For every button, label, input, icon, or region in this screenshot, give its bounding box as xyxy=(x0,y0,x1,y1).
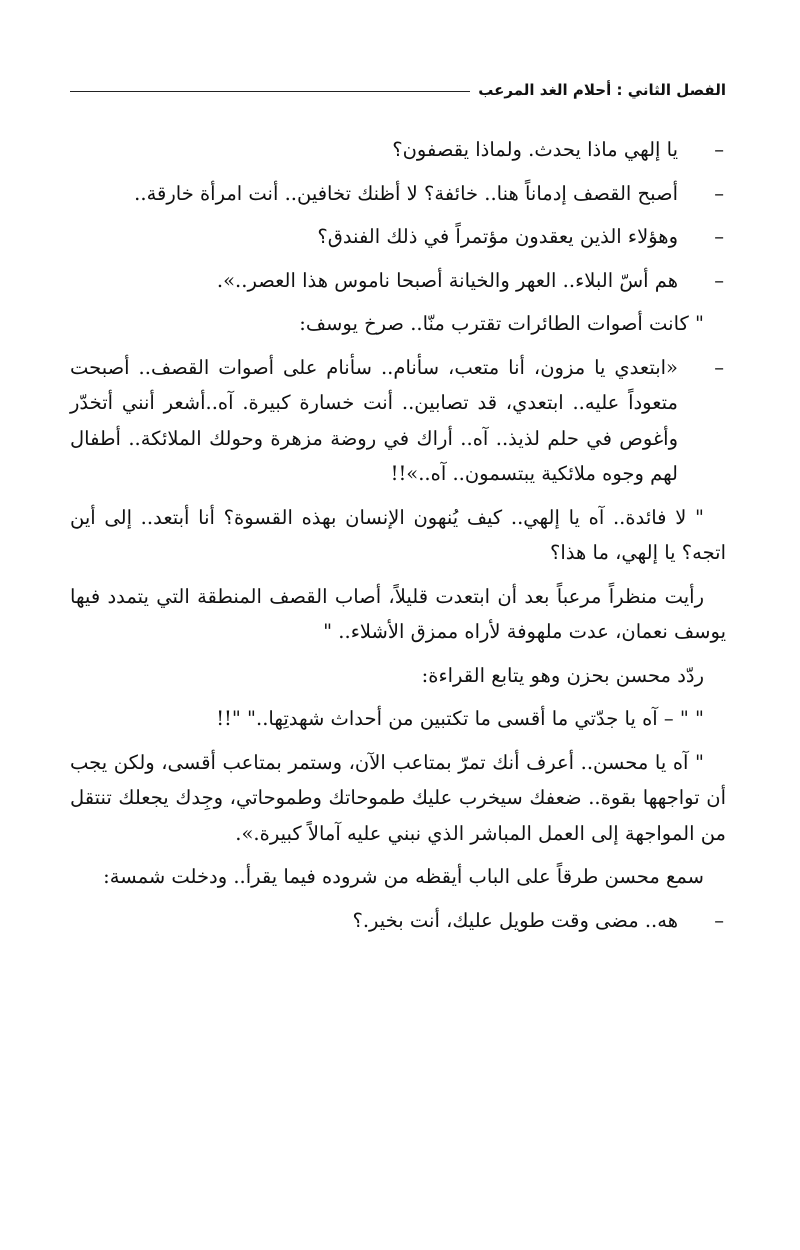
dash-mark: – xyxy=(714,268,724,292)
dialogue-line xyxy=(70,263,726,299)
dialogue-line xyxy=(70,219,726,255)
paragraph: " كانت أصوات الطائرات تقترب منّا.. صرخ يوسف: xyxy=(299,312,704,335)
body-text xyxy=(70,132,726,938)
chapter-title: الفصل الثاني : أحلام الغد المرعب xyxy=(478,81,726,99)
dash-mark: – xyxy=(714,138,724,161)
paragraph: " آه يا محسن.. أعرف أنك تمرّ بمتاعب الآن، وستمر بمتاعب أقسى، ولكن يجب أن تواجهها بقوة.. ضعفك سيخرب عليك طموحاتك وطموحاتي، وجِدك يجعلك تنتقل من المواجهة إلى العمل المباشر الذي نبني عليه آمالاً كبيرة.». xyxy=(70,750,726,845)
running-header xyxy=(70,78,726,102)
document-page xyxy=(70,78,726,946)
dash-mark: – xyxy=(714,908,724,932)
dialogue-text: أصبح القصف إدماناً هنا.. خائفة؟ لا أظنك تخافين.. أنت امرأة خارقة.. xyxy=(134,181,678,205)
dialogue-line xyxy=(70,132,726,168)
header-rule xyxy=(70,91,470,92)
paragraph: رأيت منظراً مرعباً بعد أن ابتعدت قليلاً، أصاب القصف المنطقة التي يتمدد فيها يوسف نعمان، عدت ملهوفة لأراه ممزق الأشلاء.. " xyxy=(70,584,726,643)
paragraph: ردّد محسن بحزن وهو يتابع القراءة: xyxy=(421,663,704,687)
paragraph: " لا فائدة.. آه يا إلهي.. كيف يُنهون الإنسان بهذه القسوة؟ أنا أبتعد.. إلى أين اتجه؟ يا إلهي، ما هذا؟ xyxy=(70,505,726,564)
dialogue-text: هه.. مضى وقت طويل عليك، أنت بخير.؟ xyxy=(352,908,678,932)
paragraph: سمع محسن طرقاً على الباب أيقظه من شروده فيما يقرأ.. ودخلت شمسة: xyxy=(103,865,704,888)
dialogue-text: يا إلهي ماذا يحدث. ولماذا يقصفون؟ xyxy=(392,138,678,161)
dialogue-line xyxy=(70,350,726,492)
dialogue-line xyxy=(70,176,726,212)
paragraph: " " – آه يا جدّتي ما أقسى ما تكتبين من أحداث شهدتِها.." "!! xyxy=(216,707,704,730)
dialogue-text: «ابتعدي يا مزون، أنا متعب، سأنام.. سأنام على أصوات القصف.. أصبحت متعوداً عليه.. ابتعدي، قد تصابين.. أنت خسارة كبيرة. آه..أشعر أنني أتخدّر وأغوص في حلم لذيذ.. آه.. أراك في روضة مزهرة وحولك الملائكة.. أطفال لهم وجوه ملائكية يبتسمون.. آه..»!! xyxy=(70,355,678,485)
dialogue-text: وهؤلاء الذين يعقدون مؤتمراً في ذلك الفندق؟ xyxy=(317,225,678,248)
dialogue-line xyxy=(70,903,726,939)
dialogue-text: هم أسّ البلاء.. العهر والخيانة أصبحا ناموس هذا العصر..». xyxy=(216,268,678,292)
dash-mark: – xyxy=(714,225,724,248)
dash-mark: – xyxy=(714,355,724,379)
dash-mark: – xyxy=(714,181,724,205)
